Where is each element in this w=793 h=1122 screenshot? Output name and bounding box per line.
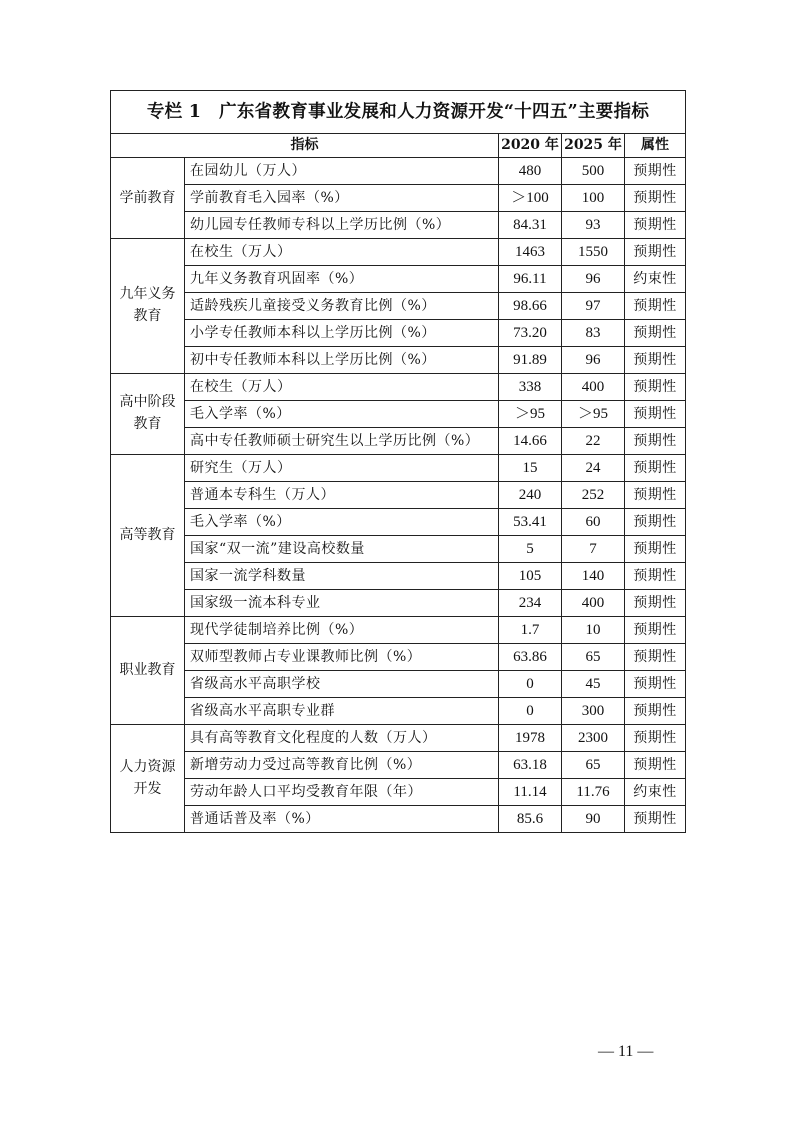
- value-2025-cell: 22: [562, 428, 625, 455]
- value-2020-cell: 63.86: [499, 644, 562, 671]
- value-2020-cell: 0: [499, 698, 562, 725]
- table-header-row: [111, 134, 686, 158]
- table-row: [111, 698, 686, 725]
- table-row: [111, 482, 686, 509]
- value-2025-cell: ＞95: [562, 401, 625, 428]
- value-2025-cell: 300: [562, 698, 625, 725]
- value-2025-cell: 96: [562, 266, 625, 293]
- table-row: [111, 509, 686, 536]
- value-2020-cell: 63.18: [499, 752, 562, 779]
- attribute-cell: 预期性: [625, 212, 686, 239]
- indicator-cell: 毛入学率（%）: [185, 509, 499, 536]
- table-row: [111, 266, 686, 293]
- indicator-cell: 省级高水平高职专业群: [185, 698, 499, 725]
- value-2025-cell: 500: [562, 158, 625, 185]
- value-2025-cell: 83: [562, 320, 625, 347]
- value-2020-cell: 1463: [499, 239, 562, 266]
- category-cell: 九年义务教育: [111, 239, 185, 374]
- attribute-cell: 预期性: [625, 617, 686, 644]
- indicator-cell: 国家“双一流”建设高校数量: [185, 536, 499, 563]
- attribute-cell: 预期性: [625, 563, 686, 590]
- attribute-cell: 预期性: [625, 590, 686, 617]
- table-row: [111, 185, 686, 212]
- value-2020-cell: 15: [499, 455, 562, 482]
- indicator-cell: 学前教育毛入园率（%）: [185, 185, 499, 212]
- attribute-cell: 预期性: [625, 158, 686, 185]
- table-row: [111, 428, 686, 455]
- indicator-cell: 小学专任教师本科以上学历比例（%）: [185, 320, 499, 347]
- attribute-cell: 预期性: [625, 455, 686, 482]
- attribute-cell: 约束性: [625, 266, 686, 293]
- table-row: [111, 374, 686, 401]
- value-2025-cell: 65: [562, 752, 625, 779]
- indicator-cell: 普通话普及率（%）: [185, 806, 499, 833]
- indicator-cell: 劳动年龄人口平均受教育年限（年）: [185, 779, 499, 806]
- attribute-cell: 预期性: [625, 725, 686, 752]
- value-2020-cell: 105: [499, 563, 562, 590]
- table-row: [111, 590, 686, 617]
- indicator-cell: 省级高水平高职学校: [185, 671, 499, 698]
- attribute-cell: 预期性: [625, 320, 686, 347]
- attribute-cell: 预期性: [625, 401, 686, 428]
- attribute-cell: 预期性: [625, 293, 686, 320]
- value-2020-cell: 240: [499, 482, 562, 509]
- table-row: [111, 644, 686, 671]
- indicator-cell: 研究生（万人）: [185, 455, 499, 482]
- indicator-cell: 具有高等教育文化程度的人数（万人）: [185, 725, 499, 752]
- attribute-cell: 预期性: [625, 482, 686, 509]
- table-row: [111, 347, 686, 374]
- indicator-cell: 高中专任教师硕士研究生以上学历比例（%）: [185, 428, 499, 455]
- value-2020-cell: 480: [499, 158, 562, 185]
- value-2020-cell: 85.6: [499, 806, 562, 833]
- value-2020-cell: 73.20: [499, 320, 562, 347]
- indicator-cell: 在校生（万人）: [185, 374, 499, 401]
- category-cell: 学前教育: [111, 158, 185, 239]
- indicator-cell: 在校生（万人）: [185, 239, 499, 266]
- table-row: [111, 536, 686, 563]
- header-indicator: 指标: [111, 134, 499, 158]
- attribute-cell: 预期性: [625, 536, 686, 563]
- value-2025-cell: 252: [562, 482, 625, 509]
- value-2025-cell: 2300: [562, 725, 625, 752]
- page-number: — 11 —: [598, 1043, 654, 1060]
- indicator-cell: 国家级一流本科专业: [185, 590, 499, 617]
- table-row: [111, 779, 686, 806]
- attribute-cell: 预期性: [625, 185, 686, 212]
- value-2020-cell: 234: [499, 590, 562, 617]
- attribute-cell: 预期性: [625, 347, 686, 374]
- value-2025-cell: 24: [562, 455, 625, 482]
- attribute-cell: 预期性: [625, 428, 686, 455]
- value-2025-cell: 11.76: [562, 779, 625, 806]
- table-row: [111, 293, 686, 320]
- attribute-cell: 预期性: [625, 752, 686, 779]
- value-2025-cell: 10: [562, 617, 625, 644]
- category-cell: 职业教育: [111, 617, 185, 725]
- header-2020: 2020 年: [499, 134, 562, 158]
- indicator-cell: 新增劳动力受过高等教育比例（%）: [185, 752, 499, 779]
- value-2020-cell: 91.89: [499, 347, 562, 374]
- value-2025-cell: 400: [562, 590, 625, 617]
- indicator-cell: 幼儿园专任教师专科以上学历比例（%）: [185, 212, 499, 239]
- value-2020-cell: 1978: [499, 725, 562, 752]
- indicator-cell: 现代学徒制培养比例（%）: [185, 617, 499, 644]
- table-row: [111, 725, 686, 752]
- value-2020-cell: 98.66: [499, 293, 562, 320]
- value-2025-cell: 400: [562, 374, 625, 401]
- value-2020-cell: 1.7: [499, 617, 562, 644]
- value-2020-cell: 5: [499, 536, 562, 563]
- indicator-cell: 双师型教师占专业课教师比例（%）: [185, 644, 499, 671]
- value-2020-cell: ＞95: [499, 401, 562, 428]
- table-row: [111, 671, 686, 698]
- table-row: [111, 455, 686, 482]
- table-row: [111, 239, 686, 266]
- table-row: [111, 212, 686, 239]
- value-2025-cell: 45: [562, 671, 625, 698]
- table-row: [111, 752, 686, 779]
- value-2020-cell: 53.41: [499, 509, 562, 536]
- attribute-cell: 预期性: [625, 374, 686, 401]
- value-2020-cell: 84.31: [499, 212, 562, 239]
- value-2025-cell: 140: [562, 563, 625, 590]
- indicator-cell: 普通本专科生（万人）: [185, 482, 499, 509]
- attribute-cell: 预期性: [625, 239, 686, 266]
- indicators-table: [110, 90, 686, 833]
- attribute-cell: 预期性: [625, 509, 686, 536]
- value-2025-cell: 100: [562, 185, 625, 212]
- value-2025-cell: 7: [562, 536, 625, 563]
- value-2020-cell: 14.66: [499, 428, 562, 455]
- indicator-cell: 九年义务教育巩固率（%）: [185, 266, 499, 293]
- category-cell: 高等教育: [111, 455, 185, 617]
- value-2025-cell: 65: [562, 644, 625, 671]
- table-title-row: [111, 91, 686, 134]
- attribute-cell: 约束性: [625, 779, 686, 806]
- value-2020-cell: ＞100: [499, 185, 562, 212]
- attribute-cell: 预期性: [625, 671, 686, 698]
- table-row: [111, 806, 686, 833]
- table-row: [111, 617, 686, 644]
- indicator-cell: 在园幼儿（万人）: [185, 158, 499, 185]
- table-row: [111, 320, 686, 347]
- header-attribute: 属性: [625, 134, 686, 158]
- category-cell: 人力资源开发: [111, 725, 185, 833]
- header-2025: 2025 年: [562, 134, 625, 158]
- table-row: [111, 158, 686, 185]
- indicator-cell: 国家一流学科数量: [185, 563, 499, 590]
- indicator-cell: 初中专任教师本科以上学历比例（%）: [185, 347, 499, 374]
- value-2025-cell: 96: [562, 347, 625, 374]
- value-2025-cell: 1550: [562, 239, 625, 266]
- indicator-cell: 适龄残疾儿童接受义务教育比例（%）: [185, 293, 499, 320]
- value-2025-cell: 90: [562, 806, 625, 833]
- attribute-cell: 预期性: [625, 806, 686, 833]
- value-2025-cell: 97: [562, 293, 625, 320]
- attribute-cell: 预期性: [625, 698, 686, 725]
- table-title: 专栏 1 广东省教育事业发展和人力资源开发“十四五”主要指标: [111, 91, 686, 134]
- value-2020-cell: 96.11: [499, 266, 562, 293]
- table-row: [111, 563, 686, 590]
- table-row: [111, 401, 686, 428]
- value-2025-cell: 93: [562, 212, 625, 239]
- value-2020-cell: 11.14: [499, 779, 562, 806]
- category-cell: 高中阶段教育: [111, 374, 185, 455]
- value-2020-cell: 0: [499, 671, 562, 698]
- attribute-cell: 预期性: [625, 644, 686, 671]
- value-2020-cell: 338: [499, 374, 562, 401]
- indicator-cell: 毛入学率（%）: [185, 401, 499, 428]
- value-2025-cell: 60: [562, 509, 625, 536]
